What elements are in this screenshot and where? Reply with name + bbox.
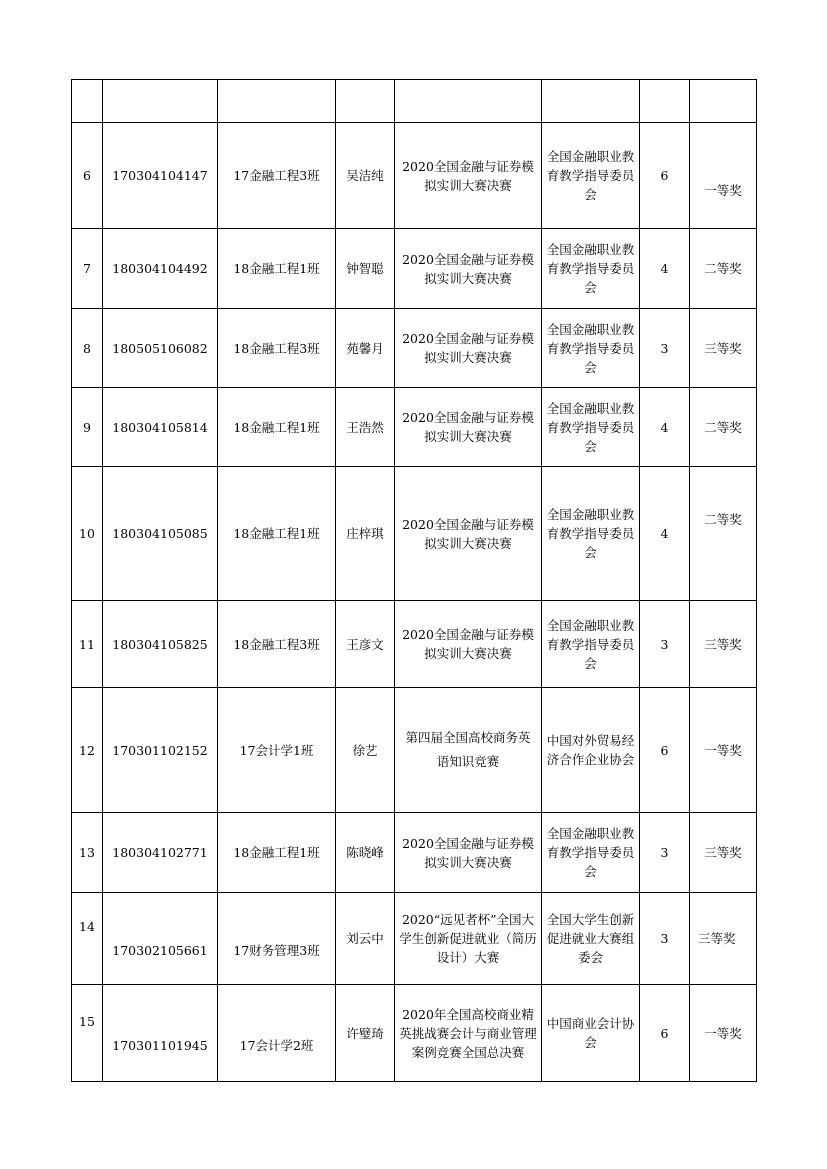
cell-class (218, 893, 336, 985)
table-row (72, 467, 757, 601)
cell-student-id: 170301102152 (103, 688, 218, 813)
cell-award: 三等奖 (690, 309, 757, 388)
cell-organizer (542, 80, 640, 123)
cell-class: 18金融工程3班 (218, 309, 336, 388)
cell-award (690, 80, 757, 123)
cell-competition: 2020“远见者杯”全国大学生创新促进就业（简历设计）大赛 (395, 893, 542, 985)
cell-score: 4 (640, 388, 690, 467)
cell-score: 3 (640, 813, 690, 893)
cell-class: 17金融工程3班 (218, 123, 336, 229)
cell-class (218, 985, 336, 1082)
cell-competition: 2020全国金融与证券模拟实训大赛决赛 (395, 813, 542, 893)
cell-no: 12 (72, 688, 103, 813)
cell-award: 二等奖 (690, 388, 757, 467)
cell-score: 6 (640, 123, 690, 229)
cell-competition: 2020年全国高校商业精英挑战赛会计与商业管理案例竞赛全国总决赛 (395, 985, 542, 1082)
table-row (72, 601, 757, 688)
cell-student-id (103, 893, 218, 985)
cell-organizer: 全国金融职业教育教学指导委员会 (542, 388, 640, 467)
cell-organizer: 全国大学生创新促进就业大赛组委会 (542, 893, 640, 985)
cell-name: 王浩然 (336, 388, 395, 467)
cell-score: 3 (640, 893, 690, 985)
cell-score: 4 (640, 467, 690, 601)
cell-competition: 2020全国金融与证券模拟实训大赛决赛 (395, 123, 542, 229)
cell-organizer: 中国商业会计协会 (542, 985, 640, 1082)
no-text: 14 (79, 919, 95, 934)
cell-class: 18金融工程1班 (218, 388, 336, 467)
cell-no (72, 80, 103, 123)
cell-name: 钟智聪 (336, 229, 395, 309)
cell-class: 18金融工程1班 (218, 229, 336, 309)
competition-text: 第四届全国高校商务英语知识竞赛 (405, 730, 531, 769)
cell-student-id: 180304105814 (103, 388, 218, 467)
cell-score: 4 (640, 229, 690, 309)
cell-competition: 2020全国金融与证券模拟实训大赛决赛 (395, 229, 542, 309)
award-text: 二等奖 (704, 512, 742, 527)
cell-class: 18金融工程3班 (218, 601, 336, 688)
cell-award: 三等奖 (690, 601, 757, 688)
cell-no: 11 (72, 601, 103, 688)
cell-no (72, 985, 103, 1082)
cell-student-id (103, 985, 218, 1082)
cell-class (218, 80, 336, 123)
cell-award: 一等奖 (690, 688, 757, 813)
award-text: 一等奖 (704, 183, 742, 198)
table-row (72, 229, 757, 309)
cell-student-id: 180304105825 (103, 601, 218, 688)
cell-class: 17会计学1班 (218, 688, 336, 813)
cell-name: 徐艺 (336, 688, 395, 813)
class-text: 17财务管理3班 (233, 943, 320, 958)
cell-competition: 2020全国金融与证券模拟实训大赛决赛 (395, 467, 542, 601)
table-row (72, 893, 757, 985)
cell-score: 6 (640, 985, 690, 1082)
cell-award: 三等奖 (690, 893, 757, 985)
cell-no: 10 (72, 467, 103, 601)
student-id-text: 170302105661 (112, 943, 208, 958)
cell-no (72, 893, 103, 985)
cell-name: 庄梓琪 (336, 467, 395, 601)
cell-organizer: 全国金融职业教育教学指导委员会 (542, 229, 640, 309)
table-row (72, 688, 757, 813)
cell-score: 3 (640, 601, 690, 688)
table-row (72, 80, 757, 123)
awards-table (71, 79, 757, 1082)
cell-no: 6 (72, 123, 103, 229)
table-row (72, 309, 757, 388)
cell-no: 7 (72, 229, 103, 309)
table-row (72, 123, 757, 229)
cell-name: 刘云中 (336, 893, 395, 985)
cell-competition: 2020全国金融与证券模拟实训大赛决赛 (395, 309, 542, 388)
cell-student-id: 180505106082 (103, 309, 218, 388)
cell-score: 3 (640, 309, 690, 388)
table-row (72, 813, 757, 893)
cell-award: 一等奖 (690, 985, 757, 1082)
cell-name: 苑馨月 (336, 309, 395, 388)
cell-competition: 2020全国金融与证券模拟实训大赛决赛 (395, 601, 542, 688)
cell-name: 王彦文 (336, 601, 395, 688)
cell-student-id: 180304105085 (103, 467, 218, 601)
cell-organizer: 全国金融职业教育教学指导委员会 (542, 601, 640, 688)
table-row (72, 388, 757, 467)
cell-award (690, 467, 757, 601)
cell-name: 陈晓峰 (336, 813, 395, 893)
student-id-text: 170301101945 (112, 1037, 208, 1053)
cell-name (336, 80, 395, 123)
cell-no: 13 (72, 813, 103, 893)
class-text: 17会计学2班 (239, 1037, 314, 1053)
table-row (72, 985, 757, 1082)
cell-organizer: 全国金融职业教育教学指导委员会 (542, 813, 640, 893)
cell-score: 6 (640, 688, 690, 813)
cell-organizer: 全国金融职业教育教学指导委员会 (542, 467, 640, 601)
cell-name: 许璧琦 (336, 985, 395, 1082)
cell-no: 9 (72, 388, 103, 467)
no-text: 15 (79, 1013, 95, 1029)
cell-award (690, 123, 757, 229)
cell-student-id (103, 80, 218, 123)
cell-class: 18金融工程1班 (218, 813, 336, 893)
cell-award: 二等奖 (690, 229, 757, 309)
cell-competition (395, 688, 542, 813)
cell-organizer: 中国对外贸易经济合作企业协会 (542, 688, 640, 813)
cell-award: 三等奖 (690, 813, 757, 893)
cell-competition: 2020全国金融与证券模拟实训大赛决赛 (395, 388, 542, 467)
cell-student-id: 180304104492 (103, 229, 218, 309)
cell-name: 吴洁纯 (336, 123, 395, 229)
cell-no: 8 (72, 309, 103, 388)
cell-organizer: 全国金融职业教育教学指导委员会 (542, 309, 640, 388)
cell-student-id: 180304102771 (103, 813, 218, 893)
cell-student-id: 170304104147 (103, 123, 218, 229)
cell-class: 18金融工程1班 (218, 467, 336, 601)
cell-competition (395, 80, 542, 123)
cell-organizer: 全国金融职业教育教学指导委员会 (542, 123, 640, 229)
cell-score (640, 80, 690, 123)
